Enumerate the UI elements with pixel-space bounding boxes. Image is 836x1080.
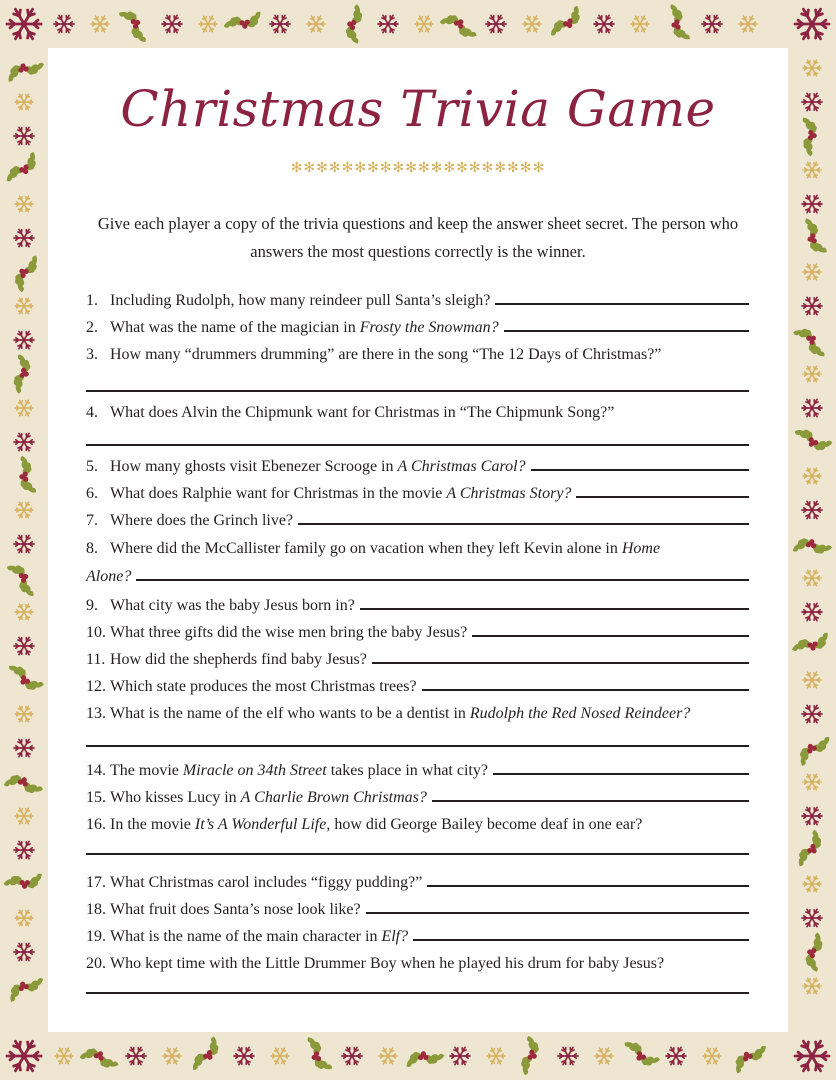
question-text xyxy=(110,485,571,503)
question-number: 20. xyxy=(86,955,106,972)
holly-icon xyxy=(787,531,832,565)
snowflake-icon xyxy=(666,1047,686,1064)
holly-icon xyxy=(623,1031,664,1076)
snowflake-icon xyxy=(163,1048,181,1064)
holly-icon xyxy=(791,736,836,769)
question-2 xyxy=(86,313,749,337)
question-number: 10. xyxy=(86,624,106,641)
question-title-italic: Miracle on 34th Street xyxy=(182,762,327,779)
question-text xyxy=(110,404,614,422)
question-text-part: takes place in what city? xyxy=(326,762,488,779)
snowflake-icon xyxy=(7,1041,41,1070)
question-text xyxy=(110,678,417,696)
answer-line[interactable] xyxy=(427,885,749,887)
question-text-part: How many “drummers drumming” are there in the song “The 12 Days of Christmas?” xyxy=(110,346,662,363)
holly-icon xyxy=(338,3,374,49)
question-11 xyxy=(86,645,749,669)
question-text xyxy=(110,955,664,973)
question-text-part: Which state produces the most Christmas trees? xyxy=(110,678,417,695)
snowflake-icon xyxy=(14,943,34,960)
question-text-part: What fruit does Santa’s nose look like? xyxy=(110,901,361,918)
snowflake-icon xyxy=(7,9,41,38)
snowflake-icon xyxy=(14,739,34,756)
holly-icon xyxy=(790,319,826,365)
question-text-part: What Christmas carol includes “figgy pudding?” xyxy=(110,874,423,891)
question-12 xyxy=(86,672,749,696)
snowflake-icon xyxy=(379,1048,397,1064)
question-text xyxy=(110,512,293,530)
question-text xyxy=(110,346,661,364)
answer-line[interactable] xyxy=(576,496,749,498)
snowflake-icon xyxy=(795,9,829,38)
answer-line[interactable] xyxy=(86,444,749,446)
holly-icon xyxy=(787,825,831,867)
question-text xyxy=(110,458,526,476)
holly-icon xyxy=(306,1034,334,1078)
snowflake-icon xyxy=(307,16,325,32)
question-title-italic: Rudolph the Red Nosed Reindeer? xyxy=(469,705,691,722)
holly-icon xyxy=(3,977,46,1004)
question-title-italic: A Christmas Carol? xyxy=(397,458,526,475)
question-text xyxy=(110,624,467,642)
question-number: 5. xyxy=(86,458,98,475)
holly-icon xyxy=(224,8,266,32)
snowflake-icon xyxy=(803,60,821,76)
question-title-italic: A Christmas Story? xyxy=(446,485,572,502)
holly-icon xyxy=(401,1047,445,1074)
question-6 xyxy=(86,479,749,503)
answer-line[interactable] xyxy=(86,992,749,994)
snowflake-icon xyxy=(803,876,821,892)
snowflake-icon xyxy=(15,400,33,416)
question-14 xyxy=(86,756,749,780)
snowflake-icon xyxy=(523,16,541,32)
snowflake-icon xyxy=(14,841,34,858)
answer-line[interactable] xyxy=(360,608,749,610)
snowflake-icon xyxy=(594,15,614,32)
question-text xyxy=(110,651,367,669)
snowflake-icon xyxy=(802,297,822,314)
snowflake-icon xyxy=(803,672,821,688)
snowflake-icon xyxy=(270,15,290,32)
question-text-part: The movie xyxy=(110,762,183,779)
question-text xyxy=(110,874,422,892)
snowflake-icon xyxy=(54,15,74,32)
question-18 xyxy=(86,895,749,919)
answer-line[interactable] xyxy=(298,523,749,525)
question-text-part: In the movie xyxy=(110,816,195,833)
snowflake-icon xyxy=(803,774,821,790)
answer-line[interactable] xyxy=(493,773,749,775)
snowflake-icon xyxy=(15,502,33,518)
question-title-italic: It’s A Wonderful Life, xyxy=(194,816,331,833)
question-text xyxy=(110,816,642,834)
snowflake-icon xyxy=(802,807,822,824)
holly-icon xyxy=(2,349,39,395)
question-text xyxy=(110,901,361,919)
question-title-italic: Frosty the Snowman? xyxy=(359,319,499,336)
question-text xyxy=(110,762,488,780)
holly-icon xyxy=(544,3,589,37)
snowflake-icon xyxy=(14,637,34,654)
question-number: 4. xyxy=(86,404,98,421)
snowflake-icon xyxy=(631,16,649,32)
question-text-part: What does Alvin the Chipmunk want for Christmas in “The Chipmunk Song?” xyxy=(110,404,615,421)
snowflake-icon xyxy=(802,399,822,416)
question-7 xyxy=(86,506,749,530)
question-text-part: Where did the McCallister family go on vacation when they left Kevin alone in xyxy=(110,540,622,557)
question-text xyxy=(110,705,690,723)
answer-line[interactable] xyxy=(495,303,749,305)
question-title-italic: Home xyxy=(621,540,661,557)
question-17 xyxy=(86,868,749,892)
holly-icon xyxy=(797,932,834,978)
snowflake-icon xyxy=(14,331,34,348)
snowflake-icon xyxy=(342,1047,362,1064)
answer-line[interactable] xyxy=(504,330,749,332)
snowflake-icon xyxy=(702,15,722,32)
question-20 xyxy=(86,949,749,973)
snowflake-icon xyxy=(803,978,821,994)
snowflake-icon xyxy=(802,603,822,620)
question-text-part: What was the name of the magician in xyxy=(110,319,360,336)
snowflake-icon xyxy=(558,1047,578,1064)
question-continuation xyxy=(86,562,749,586)
question-text-part: Where does the Grinch live? xyxy=(110,512,294,529)
question-title-italic: Elf? xyxy=(381,928,409,945)
snowflake-icon xyxy=(803,468,821,484)
holly-icon xyxy=(435,5,478,49)
question-text xyxy=(110,292,490,310)
snowflake-icon xyxy=(15,706,33,722)
snowflake-icon xyxy=(595,1048,613,1064)
snowflake-icon xyxy=(15,808,33,824)
question-text-part: Who kept time with the Little Drummer Boy when he played his drum for baby Jesus? xyxy=(110,955,665,972)
question-number: 7. xyxy=(86,512,98,529)
question-number: 3. xyxy=(86,346,98,363)
question-number: 19. xyxy=(86,928,106,945)
answer-line[interactable] xyxy=(531,469,749,471)
page-title: Christmas Trivia Game xyxy=(120,80,716,138)
answer-line[interactable] xyxy=(366,912,749,914)
snowflake-icon xyxy=(803,264,821,280)
question-1 xyxy=(86,286,749,310)
snowflake-icon xyxy=(14,535,34,552)
holly-icon xyxy=(16,455,41,498)
snowflake-icon xyxy=(271,1048,289,1064)
snowflake-icon xyxy=(14,229,34,246)
holly-icon xyxy=(3,866,47,894)
question-number: 14. xyxy=(86,762,106,779)
question-text-part: how did George Bailey become deaf in one ear? xyxy=(330,816,643,833)
snowflake-icon xyxy=(802,909,822,926)
question-text xyxy=(110,789,427,807)
holly-icon xyxy=(792,631,833,652)
star-divider: ✻✻✻✻✻✻✻✻✻✻✻✻✻✻✻✻✻✻✻✻ xyxy=(290,161,546,176)
snowflake-icon xyxy=(15,910,33,926)
question-number: 8. xyxy=(86,540,98,557)
answer-line[interactable] xyxy=(86,745,749,747)
answer-line[interactable] xyxy=(413,939,749,941)
answer-line[interactable] xyxy=(472,635,749,637)
question-number: 2. xyxy=(86,319,98,336)
question-text-part: What is the name of the main character in xyxy=(110,928,382,945)
snowflake-icon xyxy=(802,705,822,722)
question-number: 13. xyxy=(86,705,106,722)
snowflake-icon xyxy=(15,604,33,620)
question-text-part: How many ghosts visit Ebenezer Scrooge in xyxy=(110,458,398,475)
question-text-part: What three gifts did the wise men bring the baby Jesus? xyxy=(110,624,468,641)
question-number: 11. xyxy=(86,651,106,668)
question-text xyxy=(110,319,499,337)
question-number: 9. xyxy=(86,597,98,614)
question-text-part: What city was the baby Jesus born in? xyxy=(110,597,355,614)
snowflake-icon xyxy=(15,196,33,212)
answer-line[interactable] xyxy=(372,662,749,664)
snowflake-icon xyxy=(15,298,33,314)
question-3 xyxy=(86,340,749,364)
snowflake-icon xyxy=(487,1048,505,1064)
snowflake-icon xyxy=(378,15,398,32)
snowflake-icon xyxy=(415,16,433,32)
holly-icon xyxy=(75,1039,120,1080)
snowflake-icon xyxy=(55,1048,73,1064)
question-text xyxy=(110,540,660,558)
holly-icon xyxy=(509,1031,547,1076)
question-text xyxy=(110,928,408,946)
question-number: 1. xyxy=(86,292,98,309)
question-text-part: What does Ralphie want for Christmas in the movie xyxy=(110,485,447,502)
question-4 xyxy=(86,398,749,422)
snowflake-icon xyxy=(803,570,821,586)
question-number: 12. xyxy=(86,678,106,695)
snowflake-icon xyxy=(739,16,757,32)
answer-line[interactable] xyxy=(136,579,749,581)
snowflake-icon xyxy=(803,366,821,382)
question-title-italic: A Charlie Brown Christmas? xyxy=(240,789,427,806)
snowflake-icon xyxy=(486,15,506,32)
snowflake-icon xyxy=(162,15,182,32)
question-8 xyxy=(86,534,749,558)
snowflake-icon xyxy=(14,433,34,450)
answer-line[interactable] xyxy=(432,800,749,802)
holly-icon xyxy=(8,655,48,700)
question-number: 18. xyxy=(86,901,106,918)
holly-icon xyxy=(183,1033,228,1072)
snowflake-icon xyxy=(234,1047,254,1064)
question-13 xyxy=(86,699,749,723)
snowflake-icon xyxy=(199,16,217,32)
instructions: Give each player a copy of the trivia questions and keep the answer sheet secret. The person who answers the most questions correctly is the winner. xyxy=(97,214,739,261)
question-5 xyxy=(86,452,749,476)
answer-line[interactable] xyxy=(86,390,749,392)
holly-icon xyxy=(804,217,828,259)
holly-icon xyxy=(793,418,836,461)
question-text xyxy=(110,597,355,615)
answer-line[interactable] xyxy=(422,689,749,691)
question-text-part: Who kisses Lucy in xyxy=(110,789,241,806)
holly-icon xyxy=(5,556,35,601)
question-title-italic: Alone? xyxy=(86,568,132,585)
question-number: 6. xyxy=(86,485,98,502)
answer-line[interactable] xyxy=(86,853,749,855)
snowflake-icon xyxy=(126,1047,146,1064)
snowflake-icon xyxy=(450,1047,470,1064)
question-number: 17. xyxy=(86,874,106,891)
question-text-part: What is the name of the elf who wants to be a dentist in xyxy=(110,705,470,722)
question-10 xyxy=(86,618,749,642)
snowflake-icon xyxy=(802,501,822,518)
question-19 xyxy=(86,922,749,946)
question-15 xyxy=(86,783,749,807)
holly-icon xyxy=(726,1045,771,1076)
holly-icon xyxy=(5,254,49,296)
snowflake-icon xyxy=(802,195,822,212)
snowflake-icon xyxy=(91,16,109,32)
question-number: 16. xyxy=(86,816,106,833)
question-text-part: Including Rudolph, how many reindeer pull Santa’s sleigh? xyxy=(110,292,491,309)
holly-icon xyxy=(116,2,147,47)
holly-icon xyxy=(670,4,691,45)
snowflake-icon xyxy=(795,1041,829,1070)
question-9 xyxy=(86,591,749,615)
question-number: 15. xyxy=(86,789,106,806)
question-text-part: How did the shepherds find baby Jesus? xyxy=(110,651,367,668)
holly-icon xyxy=(0,766,44,805)
question-16 xyxy=(86,810,749,834)
snowflake-icon xyxy=(703,1048,721,1064)
